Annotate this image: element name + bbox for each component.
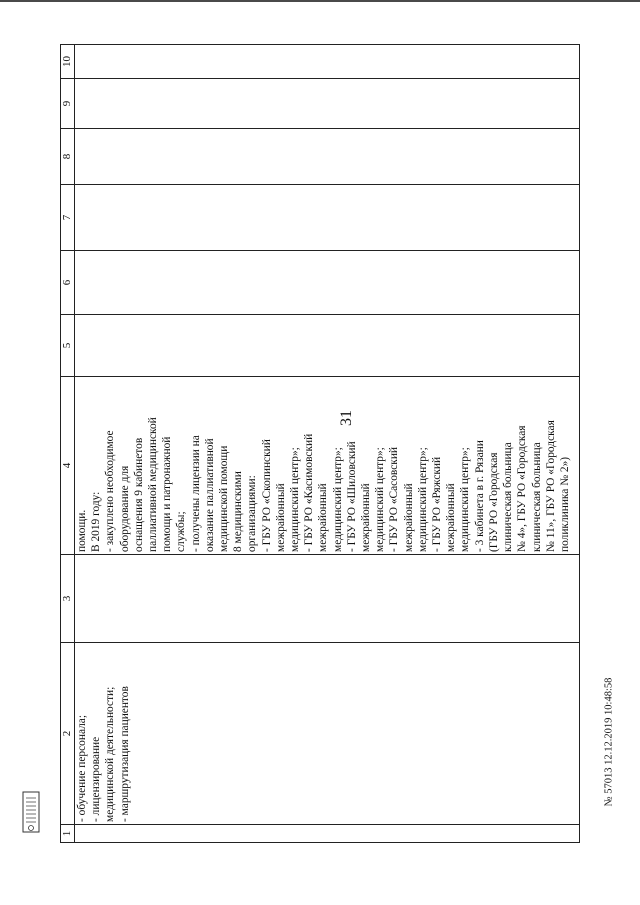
cell-line: медицинский центр»; (459, 447, 472, 552)
cell-line: медицинской деятельности; (104, 686, 117, 822)
table-cell-results (75, 377, 580, 555)
cell-line: медицинской помощи (218, 445, 231, 552)
cell-line: помощи. (76, 509, 88, 552)
header-cell: 9 (61, 79, 75, 129)
cell-line: - ГБУ РО «Скопинский (260, 439, 273, 552)
cell-line: помощи и патронажной (161, 436, 174, 552)
cell-line: 8 медицинскими (232, 471, 245, 552)
cell-line: межрайонный (317, 483, 330, 552)
cell-line: (ГБУ РО «Городская (487, 452, 500, 552)
table-cell (75, 315, 580, 377)
cell-line: клиническая больница (502, 442, 515, 552)
cell-line: межрайонный (445, 483, 458, 552)
cell-line: - ГБУ РО «Шиловский (345, 441, 358, 552)
header-row (61, 45, 75, 843)
cell-line: межрайонный (274, 483, 287, 552)
cell-line: клиническая больница (530, 442, 543, 552)
cell-line: - ГБУ РО «Касимовский (303, 433, 316, 552)
header-cell: 7 (61, 185, 75, 251)
header-cell: 2 (61, 643, 75, 825)
table-cell (75, 555, 580, 643)
table-cell-activities (75, 643, 580, 825)
table-row (75, 45, 580, 843)
cell-line: - лицензирование (90, 736, 103, 822)
cell-line: - обучение персонала; (76, 714, 88, 822)
cell-line: межрайонный (402, 483, 415, 552)
cell-line: - ГБУ РО «Ряжский (431, 456, 444, 552)
cell-line: оснащения 9 кабинетов (132, 437, 145, 552)
header-cell: 5 (61, 315, 75, 377)
scan-edge (0, 0, 640, 8)
cell-line: межрайонный (360, 483, 373, 552)
cell-line: медицинский центр»; (416, 447, 429, 552)
cell-line: медицинский центр»; (374, 447, 387, 552)
cell-line: - закуплено необходимое (104, 430, 117, 552)
table-cell (75, 129, 580, 185)
header-cell: 6 (61, 251, 75, 315)
header-cell: 8 (61, 129, 75, 185)
header-cell: 4 (61, 377, 75, 555)
cell-line: организациями: (246, 475, 259, 552)
cell-line: № 11», ГБУ РО «Городская (544, 420, 557, 552)
cell-line: - 3 кабинета в г. Рязани (473, 440, 486, 552)
page-number: 31 (338, 410, 355, 426)
table-cell (75, 825, 580, 843)
table-cell (75, 79, 580, 129)
cell-line: - маршрутизация пациентов (118, 686, 131, 822)
cell-line: - ГБУ РО «Сасовский (388, 446, 401, 552)
data-table (60, 44, 580, 843)
header-cell: 1 (61, 825, 75, 843)
cell-line: - получены лицензии на (189, 435, 202, 552)
header-cell: 10 (61, 45, 75, 79)
cell-line: паллиативной медицинской (147, 417, 160, 552)
table-cell (75, 45, 580, 79)
table-cell (75, 251, 580, 315)
cell-line: медицинский центр»; (289, 447, 302, 552)
coat-of-arms-icon (22, 790, 40, 834)
header-cell: 3 (61, 555, 75, 643)
cell-line: службы; (175, 511, 188, 552)
cell-line: № 4», ГБУ РО «Городская (516, 425, 529, 552)
cell-line: В 2019 году: (90, 491, 103, 552)
cell-line: оборудование для (118, 465, 131, 552)
table-cell (75, 185, 580, 251)
rotated-table-area (60, 45, 580, 843)
document-footer: № 57013 12.12.2019 10:48:58 (603, 677, 615, 807)
cell-line: оказание паллиативной (203, 438, 216, 552)
cell-line: медицинский центр»; (331, 447, 344, 552)
cell-line: поликлиника № 2») (558, 456, 571, 552)
